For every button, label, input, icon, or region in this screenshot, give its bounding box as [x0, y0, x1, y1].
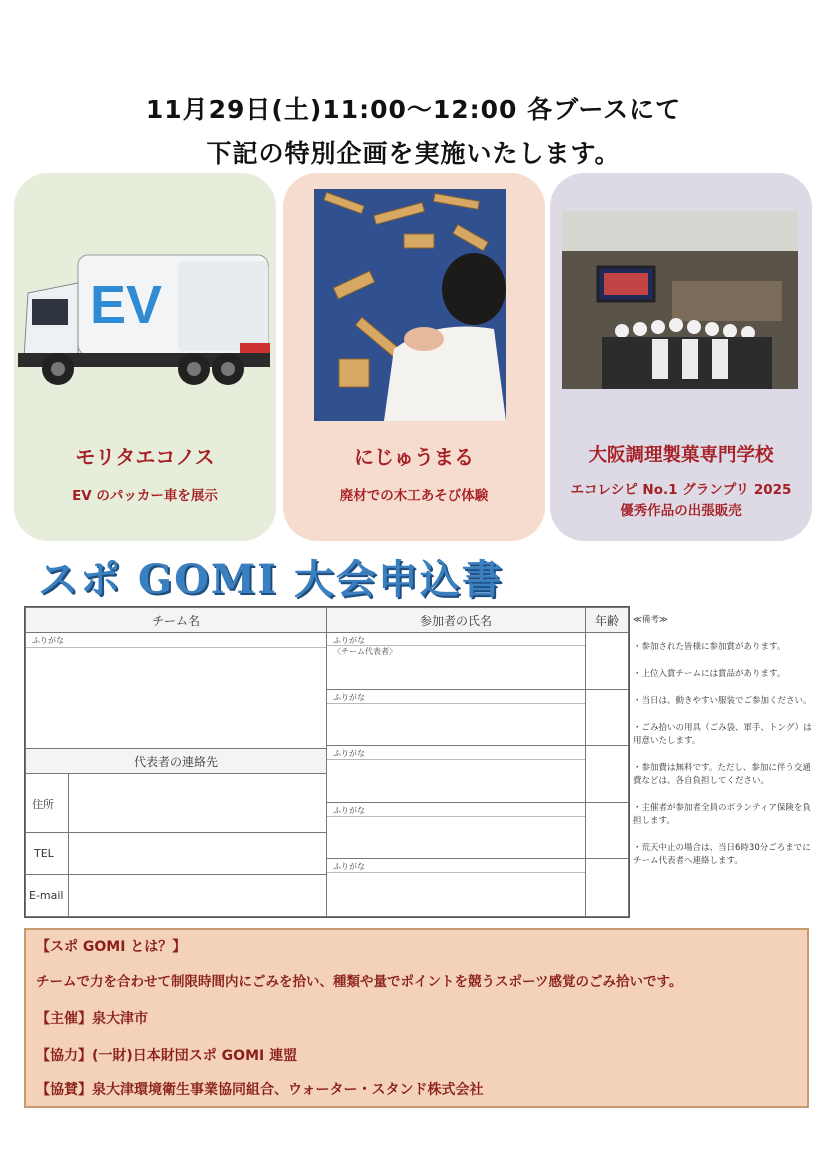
group-photo — [562, 211, 798, 389]
spogomi-info-box — [24, 928, 809, 1108]
note-item: ・上位入賞チームには賞品があります。 — [633, 669, 786, 679]
participant-5-field[interactable]: ふりがな — [326, 858, 586, 917]
info-sponsors: 【協賛】泉大津環境衛生事業協同組合、ウォーター・スタンド株式会社 — [36, 1082, 484, 1098]
note-item: ・当日は、動きやすい服装でご参加ください。 — [633, 696, 812, 706]
event-intro-heading: 下記の特別企画を実施いたします。 — [206, 139, 621, 168]
note-item: ・参加費は無料です。ただし、参加に伴う交通費などは、各自負担してください。 — [633, 763, 811, 786]
info-cooperation: 【協力】(一財)日本財団スポ GOMI 連盟 — [36, 1048, 298, 1064]
form-title: スポ GOMI 大会申込書 — [38, 556, 504, 603]
booth-desc: 廃材での木工あそび体験 — [339, 488, 489, 504]
participants-header: 参加者の氏名 — [326, 607, 586, 633]
participant-3-field[interactable]: ふりがな — [326, 745, 586, 803]
age-2-field[interactable] — [585, 689, 629, 746]
booth-card-morita — [14, 173, 276, 541]
participant-1-field[interactable]: ふりがな 〈チーム代表者〉 — [326, 632, 586, 690]
note-item: ・荒天中止の場合は、当日6時30分ごろまでにチーム代表者へ連絡します。 — [633, 843, 811, 866]
application-form — [24, 606, 630, 918]
booth-desc: EV のパッカー車を展示 — [72, 488, 218, 504]
age-header: 年齢 — [585, 607, 629, 633]
address-label-cell: 住所 — [25, 773, 69, 833]
event-time-heading: 11月29日(土)11:00〜12:00 各ブースにて — [145, 95, 682, 124]
booth-desc: エコレシピ No.1 グランプリ 2025 優秀作品の出張販売 — [570, 482, 792, 519]
booth-title: モリタエコノス — [75, 445, 215, 469]
note-item: ・参加された皆様に参加賞があります。 — [633, 642, 786, 652]
info-organizer: 【主催】泉大津市 — [36, 1011, 148, 1027]
ev-logo-text: EV — [90, 275, 163, 335]
wood-play-photo — [314, 189, 506, 421]
ev-truck-image — [18, 253, 272, 393]
note-item: ・ごみ拾いの用具（ごみ袋、軍手、トング）は用意いたします。 — [633, 723, 812, 746]
email-label-cell: E-mail — [25, 874, 69, 917]
notes-title: ≪備考≫ — [633, 615, 668, 625]
age-1-field[interactable] — [585, 632, 629, 690]
participant-2-field[interactable]: ふりがな — [326, 689, 586, 746]
tel-label-cell: TEL — [25, 832, 69, 875]
age-3-field[interactable] — [585, 745, 629, 803]
tel-field[interactable] — [68, 832, 327, 875]
note-item: ・主催者が参加者全員のボランティア保険を負担します。 — [633, 803, 811, 826]
contact-header: 代表者の連絡先 — [25, 748, 327, 774]
booth-card-nijumaru — [283, 173, 545, 541]
booth-title: 大阪調理製菓専門学校 — [588, 445, 774, 466]
participant-4-field[interactable]: ふりがな — [326, 802, 586, 859]
age-5-field[interactable] — [585, 858, 629, 917]
info-description: チームで力を合わせて制限時間内にごみを拾い、種類や量でポイントを競うスポーツ感覚のごみ拾いです。 — [36, 974, 683, 990]
team-name-header: チーム名 — [25, 607, 327, 633]
booth-title: にじゅうまる — [354, 445, 474, 469]
booth-card-osaka-school — [550, 173, 812, 541]
age-4-field[interactable] — [585, 802, 629, 859]
team-name-field[interactable]: ふりがな — [25, 632, 327, 749]
info-what-is: 【スポ GOMI とは？】 — [36, 939, 187, 955]
notes-section — [633, 614, 813, 882]
email-field[interactable] — [68, 874, 327, 917]
address-field[interactable] — [68, 773, 327, 833]
